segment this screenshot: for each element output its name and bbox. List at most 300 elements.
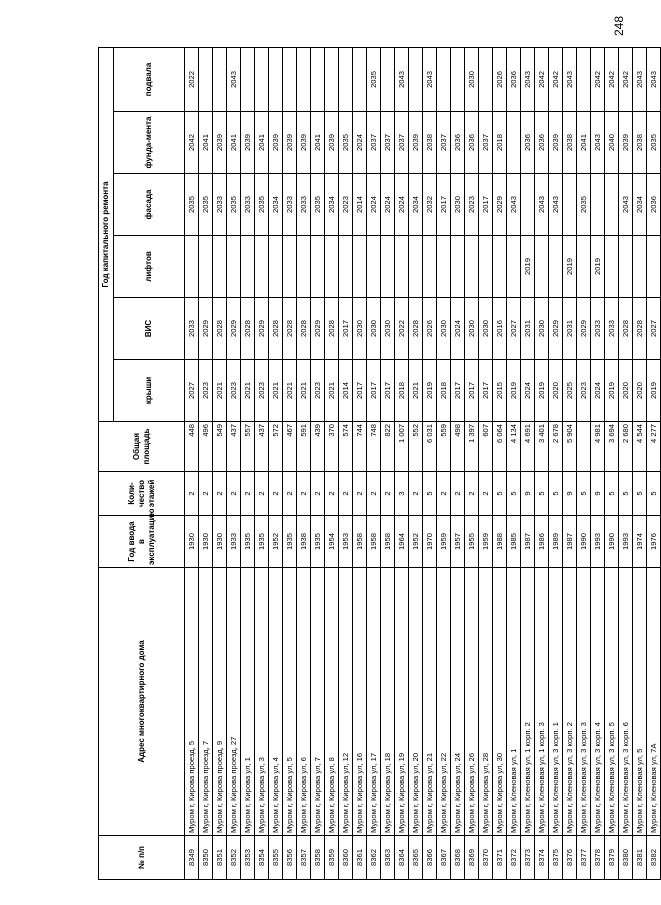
cell-address: Муром г, Кленовая ул, 3 корп. 3: [577, 568, 591, 836]
cell-address: Муром г, Кирова ул, 8: [325, 568, 339, 836]
cell-vis: 2031: [563, 298, 577, 360]
cell-foundation: 2036: [451, 112, 465, 174]
cell-area: 552: [409, 422, 423, 472]
table-body: [185, 47, 661, 879]
cell-basement: [255, 47, 269, 111]
cell-address: Муром г, Кирова ул, 22: [437, 568, 451, 836]
cell-facade: 2024: [381, 174, 395, 236]
cell-num: 8372: [507, 836, 521, 880]
header-lifts: лифтов: [114, 236, 185, 298]
cell-num: 8368: [451, 836, 465, 880]
cell-lifts: [437, 236, 451, 298]
cell-foundation: 2037: [395, 112, 409, 174]
cell-area: 6 064: [493, 422, 507, 472]
cell-num: 8357: [297, 836, 311, 880]
cell-roof: 2023: [199, 360, 213, 422]
table-row: [465, 47, 479, 879]
cell-facade: 2035: [185, 174, 199, 236]
cell-address: Муром г, Кленовая ул, 3 корп. 2: [563, 568, 577, 836]
cell-num: 8356: [283, 836, 297, 880]
cell-num: 8377: [577, 836, 591, 880]
cell-basement: 2042: [605, 47, 619, 111]
table-row: [423, 47, 437, 879]
cell-num: 8359: [325, 836, 339, 880]
cell-area: 2 680: [619, 422, 633, 472]
cell-facade: 2023: [339, 174, 353, 236]
cell-num: 8375: [549, 836, 563, 880]
cell-foundation: 2036: [465, 112, 479, 174]
cell-area: 591: [297, 422, 311, 472]
cell-vis: 2024: [451, 298, 465, 360]
cell-address: Муром г, Кирова ул, 26: [465, 568, 479, 836]
cell-floors: 2: [367, 472, 381, 516]
cell-num: 8361: [353, 836, 367, 880]
cell-area: 467: [283, 422, 297, 472]
cell-address: Муром г, Кирова ул, 4: [269, 568, 283, 836]
cell-foundation: 2037: [479, 112, 493, 174]
cell-address: Муром г, Кленовая ул, 1 корп. 2: [521, 568, 535, 836]
cell-num: 8365: [409, 836, 423, 880]
cell-address: Муром г, Кирова ул, 18: [381, 568, 395, 836]
cell-num: 8353: [241, 836, 255, 880]
cell-year: 1958: [353, 516, 367, 568]
cell-num: 8355: [269, 836, 283, 880]
header-roof: крыши: [114, 360, 185, 422]
cell-facade: 2034: [269, 174, 283, 236]
page-number: 248: [612, 15, 626, 36]
cell-year: 1930: [199, 516, 213, 568]
cell-address: Муром г, Кленовая ул, 1 корп. 3: [535, 568, 549, 836]
cell-floors: 2: [325, 472, 339, 516]
cell-basement: 2043: [647, 47, 661, 111]
cell-foundation: 2039: [241, 112, 255, 174]
cell-roof: 2023: [311, 360, 325, 422]
cell-lifts: [479, 236, 493, 298]
cell-num: 8374: [535, 836, 549, 880]
cell-floors: 2: [381, 472, 395, 516]
cell-facade: [521, 174, 535, 236]
cell-roof: 2017: [367, 360, 381, 422]
cell-lifts: [199, 236, 213, 298]
table-row: [241, 47, 255, 879]
table-row: [437, 47, 451, 879]
cell-year: 1955: [465, 516, 479, 568]
cell-facade: 2043: [507, 174, 521, 236]
cell-roof: 2021: [325, 360, 339, 422]
cell-basement: [451, 47, 465, 111]
cell-year: 1959: [437, 516, 451, 568]
cell-vis: 2028: [283, 298, 297, 360]
cell-lifts: [255, 236, 269, 298]
cell-basement: [381, 47, 395, 111]
cell-area: 1 397: [465, 422, 479, 472]
cell-vis: 2028: [409, 298, 423, 360]
cell-vis: 2027: [647, 298, 661, 360]
cell-address: Муром г, Кирова проезд, 27: [227, 568, 241, 836]
cell-foundation: 2036: [535, 112, 549, 174]
capital-repair-table: [98, 47, 661, 880]
cell-roof: 2027: [185, 360, 199, 422]
cell-lifts: [353, 236, 367, 298]
cell-floors: 2: [311, 472, 325, 516]
cell-vis: 2031: [521, 298, 535, 360]
cell-num: 8367: [437, 836, 451, 880]
cell-floors: 2: [227, 472, 241, 516]
cell-address: Муром г, Кирова ул, 24: [451, 568, 465, 836]
cell-num: 8379: [605, 836, 619, 880]
table-row: [381, 47, 395, 879]
cell-num: 8378: [591, 836, 605, 880]
cell-area: 744: [353, 422, 367, 472]
cell-roof: 2021: [297, 360, 311, 422]
header-num: № п/п: [99, 836, 185, 880]
cell-address: Муром г, Кирова ул, 1: [241, 568, 255, 836]
cell-area: 3 401: [535, 422, 549, 472]
table-row: [479, 47, 493, 879]
cell-num: 8352: [227, 836, 241, 880]
cell-basement: 2043: [563, 47, 577, 111]
cell-area: 5 904: [563, 422, 577, 472]
cell-basement: [577, 47, 591, 111]
cell-lifts: [409, 236, 423, 298]
table-row: [563, 47, 577, 879]
cell-foundation: 2039: [619, 112, 633, 174]
cell-num: 8381: [633, 836, 647, 880]
cell-year: 1993: [619, 516, 633, 568]
cell-foundation: 2039: [269, 112, 283, 174]
cell-num: 8350: [199, 836, 213, 880]
cell-facade: 2024: [395, 174, 409, 236]
cell-basement: 2043: [395, 47, 409, 111]
cell-roof: 2019: [423, 360, 437, 422]
cell-address: Муром г, Кленовая ул, 5: [633, 568, 647, 836]
cell-facade: 2032: [423, 174, 437, 236]
cell-year: 1986: [535, 516, 549, 568]
header-repair-group: Год капитального ремонта: [99, 47, 114, 421]
table-row: [227, 47, 241, 879]
cell-basement: 2042: [619, 47, 633, 111]
cell-basement: 2043: [423, 47, 437, 111]
cell-area: 4 691: [521, 422, 535, 472]
cell-year: 1935: [241, 516, 255, 568]
cell-basement: 2043: [227, 47, 241, 111]
cell-facade: 2033: [283, 174, 297, 236]
cell-area: 1 007: [395, 422, 409, 472]
cell-address: Муром г, Кленовая ул, 1: [507, 568, 521, 836]
cell-floors: 2: [213, 472, 227, 516]
cell-num: 8366: [423, 836, 437, 880]
cell-foundation: 2041: [255, 112, 269, 174]
cell-num: 8376: [563, 836, 577, 880]
cell-year: 1987: [521, 516, 535, 568]
cell-area: 437: [255, 422, 269, 472]
cell-num: 8373: [521, 836, 535, 880]
cell-year: 1976: [647, 516, 661, 568]
cell-facade: 2035: [255, 174, 269, 236]
cell-area: 4 544: [633, 422, 647, 472]
cell-foundation: 2024: [353, 112, 367, 174]
cell-address: Муром г, Кирова ул, 12: [339, 568, 353, 836]
cell-roof: 2017: [465, 360, 479, 422]
cell-basement: [283, 47, 297, 111]
cell-vis: 2029: [227, 298, 241, 360]
cell-facade: 2035: [577, 174, 591, 236]
cell-floors: 2: [339, 472, 353, 516]
table-row: [451, 47, 465, 879]
cell-basement: 2022: [185, 47, 199, 111]
table-row: [633, 47, 647, 879]
cell-vis: 2022: [395, 298, 409, 360]
cell-floors: 2: [479, 472, 493, 516]
cell-floors: 5: [647, 472, 661, 516]
cell-year: 1990: [605, 516, 619, 568]
cell-vis: 2026: [423, 298, 437, 360]
cell-area: 822: [381, 422, 395, 472]
cell-floors: 2: [437, 472, 451, 516]
cell-address: Муром г, Кирова ул, 28: [479, 568, 493, 836]
cell-vis: 2028: [619, 298, 633, 360]
cell-roof: 2019: [647, 360, 661, 422]
cell-vis: 2016: [493, 298, 507, 360]
cell-lifts: [367, 236, 381, 298]
cell-foundation: 2037: [437, 112, 451, 174]
cell-num: 8358: [311, 836, 325, 880]
cell-lifts: [339, 236, 353, 298]
cell-roof: 2020: [619, 360, 633, 422]
cell-address: Муром г, Кирова проезд, 7: [199, 568, 213, 836]
cell-area: 496: [199, 422, 213, 472]
cell-lifts: [647, 236, 661, 298]
cell-lifts: [283, 236, 297, 298]
cell-basement: [311, 47, 325, 111]
cell-floors: 2: [255, 472, 269, 516]
table-row: [185, 47, 199, 879]
cell-area: 437: [227, 422, 241, 472]
cell-floors: 5: [605, 472, 619, 516]
cell-roof: 2024: [521, 360, 535, 422]
cell-year: 1959: [479, 516, 493, 568]
cell-vis: 2029: [255, 298, 269, 360]
cell-floors: 9: [563, 472, 577, 516]
cell-facade: 2034: [409, 174, 423, 236]
cell-foundation: 2039: [297, 112, 311, 174]
cell-basement: [199, 47, 213, 111]
cell-address: Муром г, Кирова ул, 30: [493, 568, 507, 836]
cell-vis: 2030: [465, 298, 479, 360]
cell-lifts: 2019: [591, 236, 605, 298]
cell-roof: 2015: [493, 360, 507, 422]
cell-year: 1990: [577, 516, 591, 568]
cell-floors: 9: [591, 472, 605, 516]
cell-area: 439: [311, 422, 325, 472]
cell-year: 1993: [591, 516, 605, 568]
cell-num: 8354: [255, 836, 269, 880]
cell-foundation: 2037: [367, 112, 381, 174]
cell-vis: 2028: [269, 298, 283, 360]
cell-area: 559: [437, 422, 451, 472]
cell-lifts: [381, 236, 395, 298]
cell-lifts: [311, 236, 325, 298]
cell-year: 1953: [339, 516, 353, 568]
cell-facade: 2034: [325, 174, 339, 236]
table-row: [311, 47, 325, 879]
cell-num: 8369: [465, 836, 479, 880]
cell-facade: [591, 174, 605, 236]
cell-year: 1935: [283, 516, 297, 568]
cell-vis: 2030: [437, 298, 451, 360]
cell-address: Муром г, Кирова ул, 21: [423, 568, 437, 836]
table-row: [619, 47, 633, 879]
cell-year: 1958: [367, 516, 381, 568]
table-row: [521, 47, 535, 879]
cell-basement: 2043: [633, 47, 647, 111]
cell-foundation: 2041: [311, 112, 325, 174]
cell-floors: 9: [521, 472, 535, 516]
cell-address: Муром г, Кирова ул, 20: [409, 568, 423, 836]
cell-foundation: 2038: [563, 112, 577, 174]
cell-foundation: 2035: [647, 112, 661, 174]
cell-lifts: [325, 236, 339, 298]
cell-lifts: [493, 236, 507, 298]
cell-basement: [297, 47, 311, 111]
cell-floors: 5: [577, 472, 591, 516]
cell-roof: 2021: [409, 360, 423, 422]
cell-roof: 2021: [283, 360, 297, 422]
table-row: [325, 47, 339, 879]
cell-lifts: [535, 236, 549, 298]
cell-facade: 2033: [297, 174, 311, 236]
cell-foundation: 2042: [185, 112, 199, 174]
cell-roof: 2019: [535, 360, 549, 422]
cell-roof: 2021: [213, 360, 227, 422]
cell-lifts: [465, 236, 479, 298]
cell-roof: 2017: [451, 360, 465, 422]
cell-foundation: 2035: [339, 112, 353, 174]
cell-roof: 2024: [591, 360, 605, 422]
header-basement: подвала: [114, 47, 185, 111]
cell-foundation: 2043: [591, 112, 605, 174]
table-row: [549, 47, 563, 879]
cell-basement: 2043: [521, 47, 535, 111]
cell-vis: 2029: [311, 298, 325, 360]
header-address: Адрес многоквартирного дома: [99, 568, 185, 836]
table-row: [409, 47, 423, 879]
cell-foundation: 2038: [423, 112, 437, 174]
cell-basement: [437, 47, 451, 111]
cell-year: 1952: [409, 516, 423, 568]
cell-year: 1957: [451, 516, 465, 568]
cell-roof: 2017: [353, 360, 367, 422]
cell-basement: 2042: [535, 47, 549, 111]
table-row: [507, 47, 521, 879]
cell-address: Муром г, Кирова проезд, 9: [213, 568, 227, 836]
cell-num: 8380: [619, 836, 633, 880]
cell-roof: 2025: [563, 360, 577, 422]
cell-vis: 2033: [605, 298, 619, 360]
cell-year: 1987: [563, 516, 577, 568]
cell-floors: 5: [423, 472, 437, 516]
cell-area: 4 277: [647, 422, 661, 472]
cell-vis: 2033: [185, 298, 199, 360]
cell-lifts: [423, 236, 437, 298]
cell-floors: 5: [619, 472, 633, 516]
cell-floors: 2: [297, 472, 311, 516]
header-area: Общая площадь: [99, 422, 185, 472]
cell-foundation: [507, 112, 521, 174]
cell-address: Муром г, Кирова ул, 16: [353, 568, 367, 836]
cell-floors: 3: [395, 472, 409, 516]
cell-year: 1938: [297, 516, 311, 568]
cell-area: 4 134: [507, 422, 521, 472]
cell-lifts: 2019: [563, 236, 577, 298]
cell-vis: 2030: [479, 298, 493, 360]
cell-lifts: [297, 236, 311, 298]
cell-area: 498: [451, 422, 465, 472]
cell-facade: 2023: [465, 174, 479, 236]
cell-basement: [269, 47, 283, 111]
cell-num: 8364: [395, 836, 409, 880]
cell-lifts: [633, 236, 647, 298]
cell-roof: 2019: [605, 360, 619, 422]
cell-address: Муром г, Кирова ул, 7: [311, 568, 325, 836]
cell-lifts: [395, 236, 409, 298]
cell-area: 748: [367, 422, 381, 472]
cell-area: 557: [241, 422, 255, 472]
cell-year: 1970: [423, 516, 437, 568]
cell-basement: 2026: [493, 47, 507, 111]
table-row: [577, 47, 591, 879]
cell-roof: 2021: [241, 360, 255, 422]
cell-year: 1935: [311, 516, 325, 568]
cell-roof: 2020: [549, 360, 563, 422]
cell-address: Муром г, Кирова ул, 5: [283, 568, 297, 836]
cell-floors: 2: [283, 472, 297, 516]
cell-foundation: 2041: [227, 112, 241, 174]
cell-floors: 5: [507, 472, 521, 516]
cell-basement: [479, 47, 493, 111]
table-row: [353, 47, 367, 879]
cell-basement: [213, 47, 227, 111]
cell-foundation: 2038: [633, 112, 647, 174]
cell-address: Муром г, Кирова ул, 6: [297, 568, 311, 836]
cell-address: Муром г, Кленовая ул, 3 корп. 1: [549, 568, 563, 836]
table-row: [647, 47, 661, 879]
cell-year: 1989: [549, 516, 563, 568]
header-vis: ВИС: [114, 298, 185, 360]
table-row: [605, 47, 619, 879]
cell-vis: 2027: [507, 298, 521, 360]
cell-foundation: 2039: [409, 112, 423, 174]
cell-roof: 2023: [577, 360, 591, 422]
cell-vis: 2028: [633, 298, 647, 360]
cell-facade: 2030: [451, 174, 465, 236]
table-row: [213, 47, 227, 879]
cell-address: Муром г, Кирова ул, 17: [367, 568, 381, 836]
cell-vis: 2029: [577, 298, 591, 360]
cell-num: 8363: [381, 836, 395, 880]
cell-facade: 2029: [493, 174, 507, 236]
cell-foundation: 2039: [549, 112, 563, 174]
cell-area: 572: [269, 422, 283, 472]
cell-facade: [605, 174, 619, 236]
cell-num: 8370: [479, 836, 493, 880]
cell-facade: 2043: [619, 174, 633, 236]
cell-facade: 2033: [241, 174, 255, 236]
cell-floors: 5: [549, 472, 563, 516]
cell-address: Муром г, Кирова ул, 19: [395, 568, 409, 836]
header-floors: Коли-чество этажей: [99, 472, 185, 516]
cell-roof: 2021: [269, 360, 283, 422]
